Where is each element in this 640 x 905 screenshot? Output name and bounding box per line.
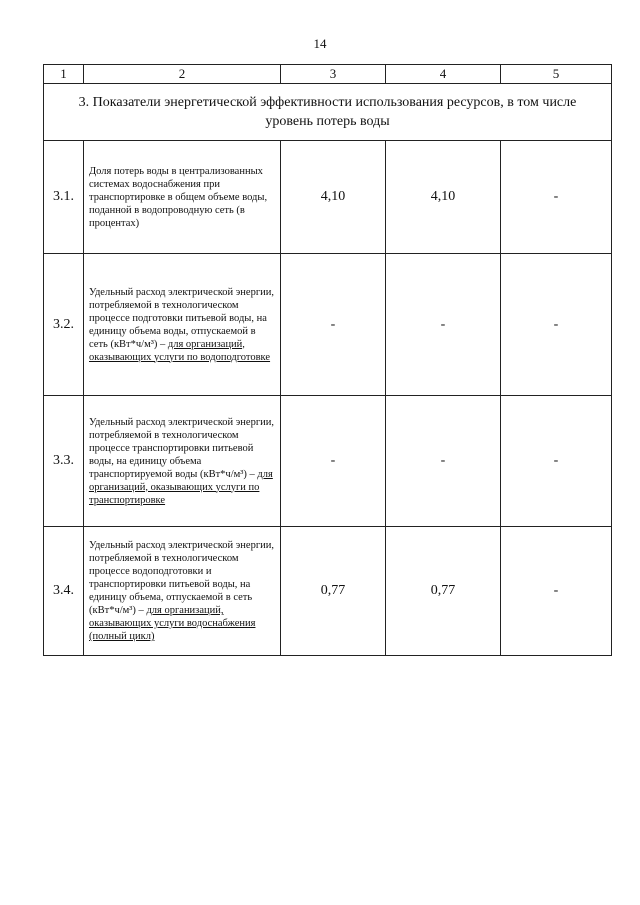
- value-col-3: -: [281, 396, 386, 527]
- value-col-3: 4,10: [281, 141, 386, 254]
- column-header-5: 5: [501, 65, 612, 84]
- column-header-1: 1: [44, 65, 84, 84]
- page-number: 14: [313, 36, 327, 51]
- value-col-4: -: [386, 396, 501, 527]
- value-col-4: 4,10: [386, 141, 501, 254]
- column-header-4: 4: [386, 65, 501, 84]
- indicator-name: [84, 527, 281, 656]
- indicator-name-text: Удельный расход электрической энергии, потребляемой в технологическом процессе водоподготовки и транспортировки питьевой воды, на единицу объема, отпускаемой в сеть (кВт*ч/м³) –: [89, 540, 275, 616]
- column-header-3: 3: [281, 65, 386, 84]
- section-title: 3. Показатели энергетической эффективности использования ресурсов, в том числе уровень потерь воды: [44, 84, 612, 141]
- value-col-5: -: [501, 396, 612, 527]
- value-col-3: -: [281, 254, 386, 396]
- indicators-table: [43, 64, 612, 656]
- value-col-4: -: [386, 254, 501, 396]
- table-row: [44, 254, 612, 396]
- section-row: [44, 84, 612, 141]
- row-number: 3.3.: [44, 396, 84, 527]
- value-col-5: -: [501, 254, 612, 396]
- table-row: [44, 396, 612, 527]
- indicator-name-underlined: для организаций, оказывающих услуги по водоподготовке: [89, 338, 271, 363]
- indicator-name-text: Удельный расход электрической энергии, потребляемой в технологическом процессе транспортировки питьевой воды, на единицу объема транспортируемой воды (кВт*ч/м³) –: [89, 416, 275, 480]
- indicator-name: [84, 396, 281, 527]
- row-number: 3.4.: [44, 527, 84, 656]
- indicator-name: [84, 254, 281, 396]
- row-number: 3.1.: [44, 141, 84, 254]
- value-col-5: -: [501, 527, 612, 656]
- indicator-name-underlined: для организаций, оказывающих услуги по транспортировке: [89, 468, 273, 506]
- indicator-name-underlined: для организаций, оказывающих услуги водоснабжения (полный цикл): [89, 605, 256, 642]
- indicator-name: [84, 141, 281, 254]
- indicator-name-text: Удельный расход электрической энергии, потребляемой в технологическом процессе подготовки питьевой воды, на единицу объема воды, отпускаемой в сеть (кВт*ч/м³) –: [89, 286, 275, 350]
- value-col-5: -: [501, 141, 612, 254]
- value-col-4: 0,77: [386, 527, 501, 656]
- column-header-2: 2: [84, 65, 281, 84]
- table-row: [44, 527, 612, 656]
- table-header-row: [44, 65, 612, 84]
- value-col-3: 0,77: [281, 527, 386, 656]
- indicator-name-text: Доля потерь воды в централизованных системах водоснабжения при транспортировке в общем объеме воды, поданной в водопроводную сеть (в процентах): [89, 165, 268, 229]
- table-row: [44, 141, 612, 254]
- row-number: 3.2.: [44, 254, 84, 396]
